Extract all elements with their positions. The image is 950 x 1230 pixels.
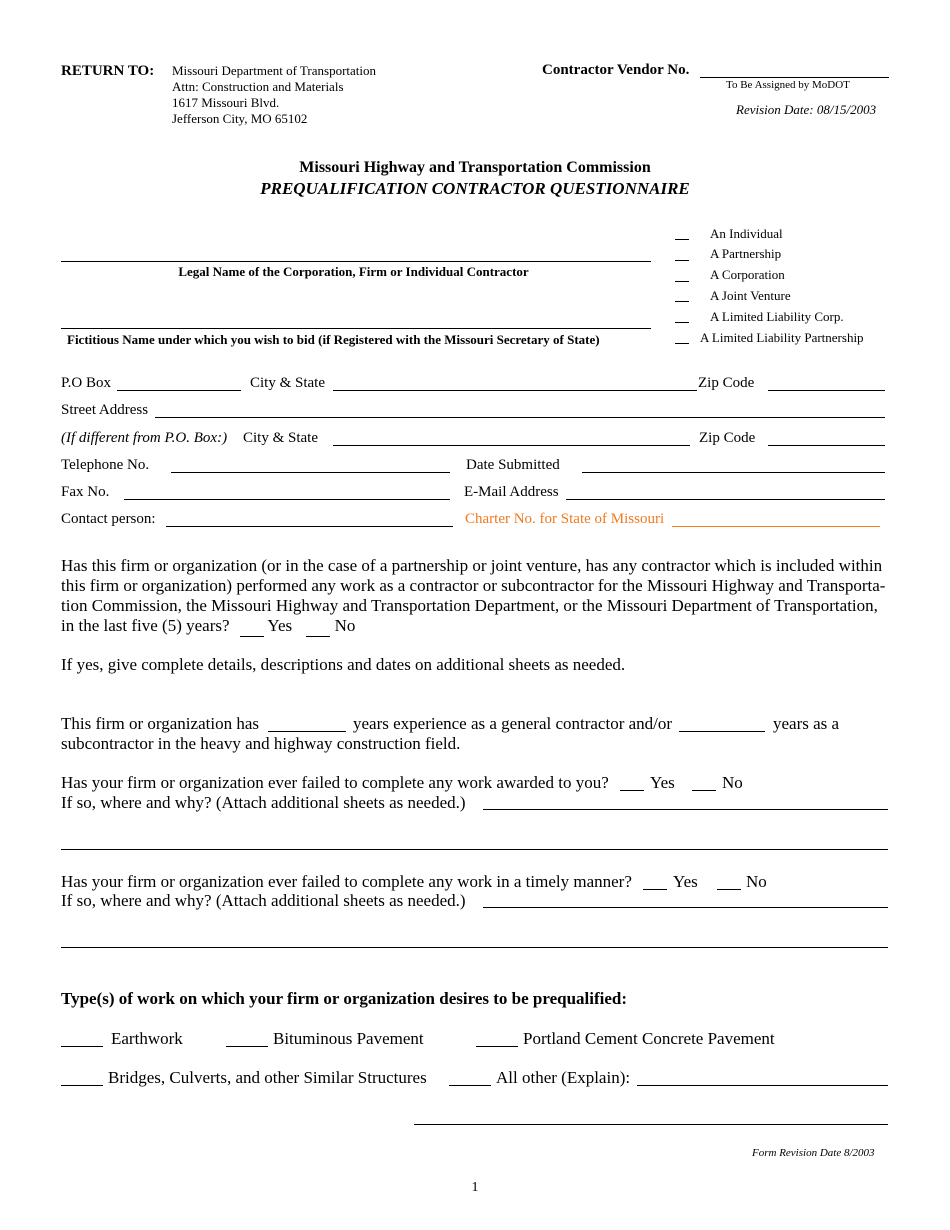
question-2-yes-blank[interactable] <box>620 790 644 791</box>
sub-years-field[interactable] <box>679 731 765 732</box>
entity-checkbox-llc[interactable] <box>675 322 689 323</box>
entity-checkbox-llp[interactable] <box>675 343 689 344</box>
other-checkbox[interactable] <box>449 1085 491 1086</box>
date-submitted-field[interactable] <box>582 472 885 473</box>
entity-checkbox-corporation[interactable] <box>675 281 689 282</box>
entity-checkbox-individual[interactable] <box>675 239 689 240</box>
work-types-heading: Type(s) of work on which your firm or organization desires to be prequalified: <box>61 989 628 1008</box>
gc-years-field[interactable] <box>268 731 346 732</box>
fictitious-name-field[interactable] <box>61 328 651 329</box>
zip-2-field[interactable] <box>768 445 885 446</box>
question-3-no-blank[interactable] <box>717 889 741 890</box>
earthwork-checkbox[interactable] <box>61 1046 103 1047</box>
po-box-label: P.O Box <box>61 375 112 391</box>
experience-text-a: This firm or organization has <box>61 714 259 733</box>
question-3-yes-label: Yes <box>673 872 698 891</box>
email-field[interactable] <box>566 499 885 500</box>
question-1 <box>61 556 891 636</box>
address-line: Attn: Construction and Materials <box>172 79 344 94</box>
entity-checkbox-partnership[interactable] <box>675 260 689 261</box>
bridges-checkbox[interactable] <box>61 1085 103 1086</box>
date-submitted-label: Date Submitted <box>466 457 560 473</box>
bituminous-label: Bituminous Pavement <box>273 1029 424 1048</box>
charter-number-field[interactable] <box>672 526 880 527</box>
bridges-label: Bridges, Culverts, and other Similar Structures <box>108 1068 427 1087</box>
page-title: PREQUALIFICATION CONTRACTOR QUESTIONNAIRE <box>260 179 690 198</box>
question-1-no-label: No <box>334 616 356 635</box>
other-label: All other (Explain): <box>496 1068 631 1087</box>
question-3-where-label: If so, where and why? (Attach additional sheets as needed.) <box>61 891 466 910</box>
telephone-label: Telephone No. <box>61 457 150 473</box>
telephone-field[interactable] <box>171 472 450 473</box>
question-2-text: Has your firm or organization ever failed to complete any work awarded to you? <box>61 773 609 792</box>
fax-field[interactable] <box>124 499 450 500</box>
question-1-note: If yes, give complete details, descriptions and dates on additional sheets as needed. <box>61 655 626 674</box>
return-address <box>172 63 376 127</box>
earthwork-label: Earthwork <box>111 1029 183 1048</box>
entity-label-individual: An Individual <box>710 226 783 241</box>
question-2-where-field[interactable] <box>483 809 888 810</box>
question-3-yes-blank[interactable] <box>643 889 667 890</box>
city-state-field[interactable] <box>333 390 697 391</box>
vendor-label: Contractor Vendor No. <box>542 62 690 78</box>
question-1-yes-label: Yes <box>267 616 293 635</box>
form-revision-date: Form Revision Date 8/2003 <box>752 1147 875 1159</box>
revision-date: Revision Date: 08/15/2003 <box>736 102 877 117</box>
question-1-yes-blank[interactable] <box>240 616 264 637</box>
city-state-2-field[interactable] <box>333 445 690 446</box>
bituminous-checkbox[interactable] <box>226 1046 268 1047</box>
question-3-no-label: No <box>746 872 767 891</box>
po-box-field[interactable] <box>117 390 241 391</box>
zip-label: Zip Code <box>698 375 755 391</box>
experience-text-c: years as a <box>773 714 840 733</box>
entity-label-partnership: A Partnership <box>710 246 782 261</box>
vendor-number-field[interactable] <box>700 77 889 78</box>
question-3-text: Has your firm or organization ever failed to complete any work in a timely manner? <box>61 872 632 891</box>
other-explain-extra-line[interactable] <box>414 1124 888 1125</box>
contact-person-field[interactable] <box>166 526 453 527</box>
commission-title: Missouri Highway and Transportation Commission <box>299 159 651 176</box>
question-2-where-label: If so, where and why? (Attach additional sheets as needed.) <box>61 793 466 812</box>
fictitious-name-label: Fictitious Name under which you wish to bid (if Registered with the Missouri Secretary of State) <box>67 332 600 347</box>
legal-name-label: Legal Name of the Corporation, Firm or Individual Contractor <box>178 264 529 279</box>
entity-label-corporation: A Corporation <box>710 267 785 282</box>
address-line: Jefferson City, MO 65102 <box>172 111 308 126</box>
question-1-text: Has this firm or organization (or in the case of a partnership or joint venture, has any contractor which is included within this firm or organization) performed any work as a contractor or subcontractor for the Missouri Highway and Transporta-tion Commission, the Missouri Highway and Transportation Department, or the Missouri Department of Transportation, in the last five (5) years? <box>61 556 886 635</box>
other-explain-field[interactable] <box>637 1085 888 1086</box>
return-to-label: RETURN TO: <box>61 63 155 79</box>
portland-label: Portland Cement Concrete Pavement <box>523 1029 775 1048</box>
street-address-field[interactable] <box>155 417 885 418</box>
zip-field[interactable] <box>768 390 885 391</box>
legal-name-field[interactable] <box>61 261 651 262</box>
entity-label-llc: A Limited Liability Corp. <box>710 309 844 324</box>
entity-label-llp: A Limited Liability Partnership <box>700 330 864 345</box>
experience-text-d: subcontractor in the heavy and highway construction field. <box>61 734 461 753</box>
question-3-extra-line[interactable] <box>61 947 888 948</box>
question-2-no-blank[interactable] <box>692 790 716 791</box>
fax-label: Fax No. <box>61 484 110 500</box>
portland-checkbox[interactable] <box>476 1046 518 1047</box>
city-state-2-label: City & State <box>243 430 318 446</box>
street-address-label: Street Address <box>61 402 149 418</box>
city-state-label: City & State <box>250 375 325 391</box>
experience-text-b: years experience as a general contractor and/or <box>353 714 673 733</box>
page-number: 1 <box>471 1180 479 1195</box>
entity-checkbox-joint-venture[interactable] <box>675 301 689 302</box>
zip-2-label: Zip Code <box>699 430 756 446</box>
question-2-no-label: No <box>722 773 743 792</box>
question-2-extra-line[interactable] <box>61 849 888 850</box>
address-line: 1617 Missouri Blvd. <box>172 95 280 110</box>
question-3-where-field[interactable] <box>483 907 888 908</box>
vendor-note: To Be Assigned by MoDOT <box>726 79 850 91</box>
if-different-label: (If different from P.O. Box:) <box>61 430 228 446</box>
charter-number-label: Charter No. for State of Missouri <box>465 511 665 527</box>
contact-person-label: Contact person: <box>61 511 156 527</box>
question-1-no-blank[interactable] <box>306 616 330 637</box>
entity-label-joint-venture: A Joint Venture <box>710 288 791 303</box>
address-line: Missouri Department of Transportation <box>172 63 377 78</box>
question-2-yes-label: Yes <box>650 773 675 792</box>
email-label: E-Mail Address <box>464 484 559 500</box>
